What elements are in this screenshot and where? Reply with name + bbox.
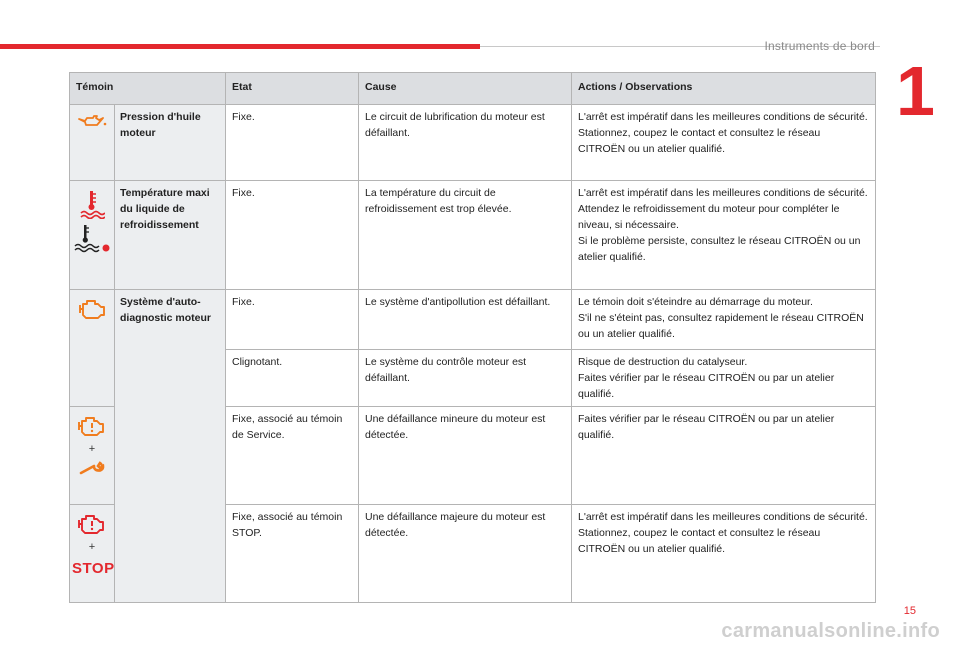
actions-cell	[572, 290, 876, 350]
actions-cell	[572, 350, 876, 407]
header-etat: Etat	[226, 73, 359, 105]
cause-cell: Une défaillance majeure du moteur est détectée.	[359, 505, 572, 603]
action-line: Risque de destruction du catalyseur.	[578, 356, 748, 368]
engine-check-icon	[77, 298, 107, 320]
etat-cell: Clignotant.	[226, 350, 359, 407]
actions-cell	[572, 181, 876, 290]
action-line: L'arrêt est impératif dans les meilleures conditions de sécurité.	[578, 187, 868, 199]
etat-cell: Fixe.	[226, 105, 359, 181]
coolant-temp-cell	[70, 181, 115, 290]
engine-fault-icon	[76, 415, 108, 437]
header-temoin: Témoin	[70, 73, 226, 105]
coolant-temperature-alt-icon	[73, 223, 111, 253]
table-row	[70, 290, 876, 350]
watermark: carmanualsonline.info	[721, 620, 940, 642]
wrench-icon	[78, 461, 106, 477]
chapter-number: 1	[896, 52, 935, 130]
plus-sign: +	[88, 541, 96, 553]
engine-service-cell	[70, 407, 115, 505]
section-title: Instruments de bord	[764, 39, 875, 53]
table-header-row	[70, 73, 876, 105]
stop-icon: STOP	[72, 560, 115, 577]
cause-cell: Le système d'antipollution est défaillant.	[359, 290, 572, 350]
oil-can-icon	[77, 113, 107, 129]
light-name: Système d'auto-diagnostic moteur	[115, 290, 226, 603]
etat-cell: Fixe.	[226, 181, 359, 290]
engine-fault-icon	[76, 513, 108, 535]
etat-cell: Fixe.	[226, 290, 359, 350]
etat-cell: Fixe, associé au témoin STOP.	[226, 505, 359, 603]
header-accent-bar	[0, 44, 480, 49]
actions-cell	[572, 505, 876, 603]
engine-stop-cell	[70, 505, 115, 603]
actions-cell	[572, 407, 876, 505]
table-row	[70, 105, 876, 181]
action-line: Faites vérifier par le réseau CITROËN ou par un atelier qualifié.	[578, 372, 835, 400]
coolant-temperature-icon	[79, 189, 105, 219]
page-number: 15	[903, 605, 916, 617]
action-line: L'arrêt est impératif dans les meilleures conditions de sécurité.	[578, 111, 868, 123]
actions-cell	[572, 105, 876, 181]
action-line: Si le problème persiste, consultez le réseau CITROËN ou un atelier qualifié.	[578, 235, 861, 263]
cause-cell: La température du circuit de refroidissement est trop élevée.	[359, 181, 572, 290]
warning-lights-table	[69, 72, 876, 603]
action-line: Attendez le refroidissement du moteur pour compléter le niveau, si nécessaire.	[578, 203, 840, 231]
action-line: S'il ne s'éteint pas, consultez rapidement le réseau CITROËN ou un atelier qualifié.	[578, 312, 864, 340]
header-cause: Cause	[359, 73, 572, 105]
action-line: Stationnez, coupez le contact et consultez le réseau CITROËN ou un atelier qualifié.	[578, 127, 821, 155]
plus-sign: +	[88, 443, 96, 455]
engine-diag-cell	[70, 290, 115, 407]
light-name: Température maxi du liquide de refroidissement	[115, 181, 226, 290]
action-line: Stationnez, coupez le contact et consultez le réseau CITROËN ou un atelier qualifié.	[578, 527, 821, 555]
cause-cell: Une défaillance mineure du moteur est détectée.	[359, 407, 572, 505]
etat-cell: Fixe, associé au témoin de Service.	[226, 407, 359, 505]
cause-cell: Le système du contrôle moteur est défaillant.	[359, 350, 572, 407]
table-row	[70, 181, 876, 290]
oil-pressure-cell	[70, 105, 115, 181]
light-name: Pression d'huile moteur	[115, 105, 226, 181]
action-line: Faites vérifier par le réseau CITROËN ou par un atelier qualifié.	[578, 413, 835, 441]
action-line: L'arrêt est impératif dans les meilleures conditions de sécurité.	[578, 511, 868, 523]
header-actions: Actions / Observations	[572, 73, 876, 105]
action-line: Le témoin doit s'éteindre au démarrage du moteur.	[578, 296, 813, 308]
cause-cell: Le circuit de lubrification du moteur est défaillant.	[359, 105, 572, 181]
